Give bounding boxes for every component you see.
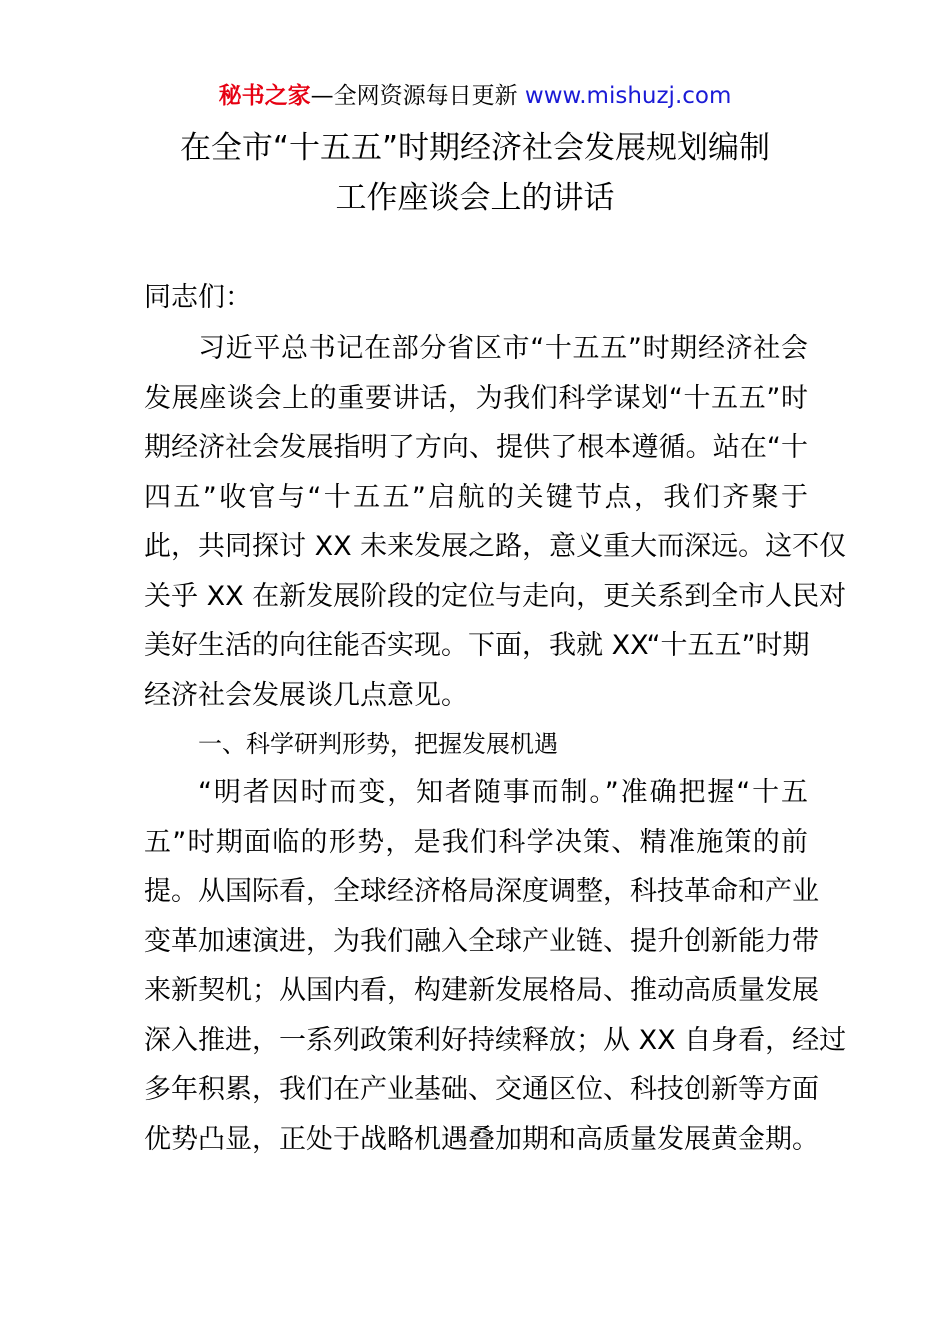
paragraph-intro bbox=[144, 324, 847, 720]
document-title-line-2: 工作座谈会上的讲话 bbox=[335, 180, 615, 216]
text-line: 变革加速演进，为我们融入全球产业链、提升创新能力带 bbox=[144, 925, 819, 957]
text-line: 深入推进，一系列政策利好持续释放；从 XX 自身看，经过 bbox=[144, 1024, 847, 1056]
text-line: 美好生活的向往能否实现。下面，我就 XX“十五五”时期 bbox=[144, 630, 810, 661]
text-line: 此，共同探讨 XX 未来发展之路，意义重大而深远。这不仅 bbox=[144, 531, 847, 562]
text-line: 习近平总书记在部分省区市“十五五”时期经济社会 bbox=[198, 333, 808, 364]
text-line: 四五”收官与“十五五”启航的关键节点，我们齐聚于 bbox=[144, 481, 808, 513]
paragraph-situation bbox=[144, 768, 847, 1164]
salutation: 同志们： bbox=[144, 282, 252, 313]
text-line: 期经济社会发展指明了方向、提供了根本遵循。站在“十 bbox=[144, 432, 808, 463]
site-brand: 秘书之家 bbox=[218, 83, 311, 109]
text-line: 来新契机；从国内看，构建新发展格局、推动高质量发展 bbox=[144, 975, 819, 1006]
text-line: 关乎 XX 在新发展阶段的定位与走向，更关系到全市人民对 bbox=[144, 580, 847, 612]
site-tagline: —全网资源每日更新 bbox=[310, 83, 525, 109]
section-heading-1: 一、科学研判形势，把握发展机遇 bbox=[198, 730, 558, 758]
text-line: 优势凸显，正处于战略机遇叠加期和高质量发展黄金期。 bbox=[144, 1123, 819, 1155]
document-title-line-1: 在全市“十五五”时期经济社会发展规划编制 bbox=[179, 130, 771, 166]
text-line: 多年积累，我们在产业基础、交通区位、科技创新等方面 bbox=[144, 1074, 819, 1105]
text-line: 发展座谈会上的重要讲话，为我们科学谋划“十五五”时 bbox=[144, 382, 808, 414]
text-line: 五”时期面临的形势，是我们科学决策、精准施策的前 bbox=[144, 826, 808, 858]
site-header bbox=[0, 80, 950, 112]
text-line: 提。从国际看，全球经济格局深度调整，科技革命和产业 bbox=[144, 876, 819, 907]
text-line: “明者因时而变，知者随事而制。”准确把握“十五 bbox=[198, 777, 808, 808]
site-url-link[interactable]: www.mishuzj.com bbox=[524, 83, 732, 109]
text-line: 经济社会发展谈几点意见。 bbox=[144, 679, 468, 711]
